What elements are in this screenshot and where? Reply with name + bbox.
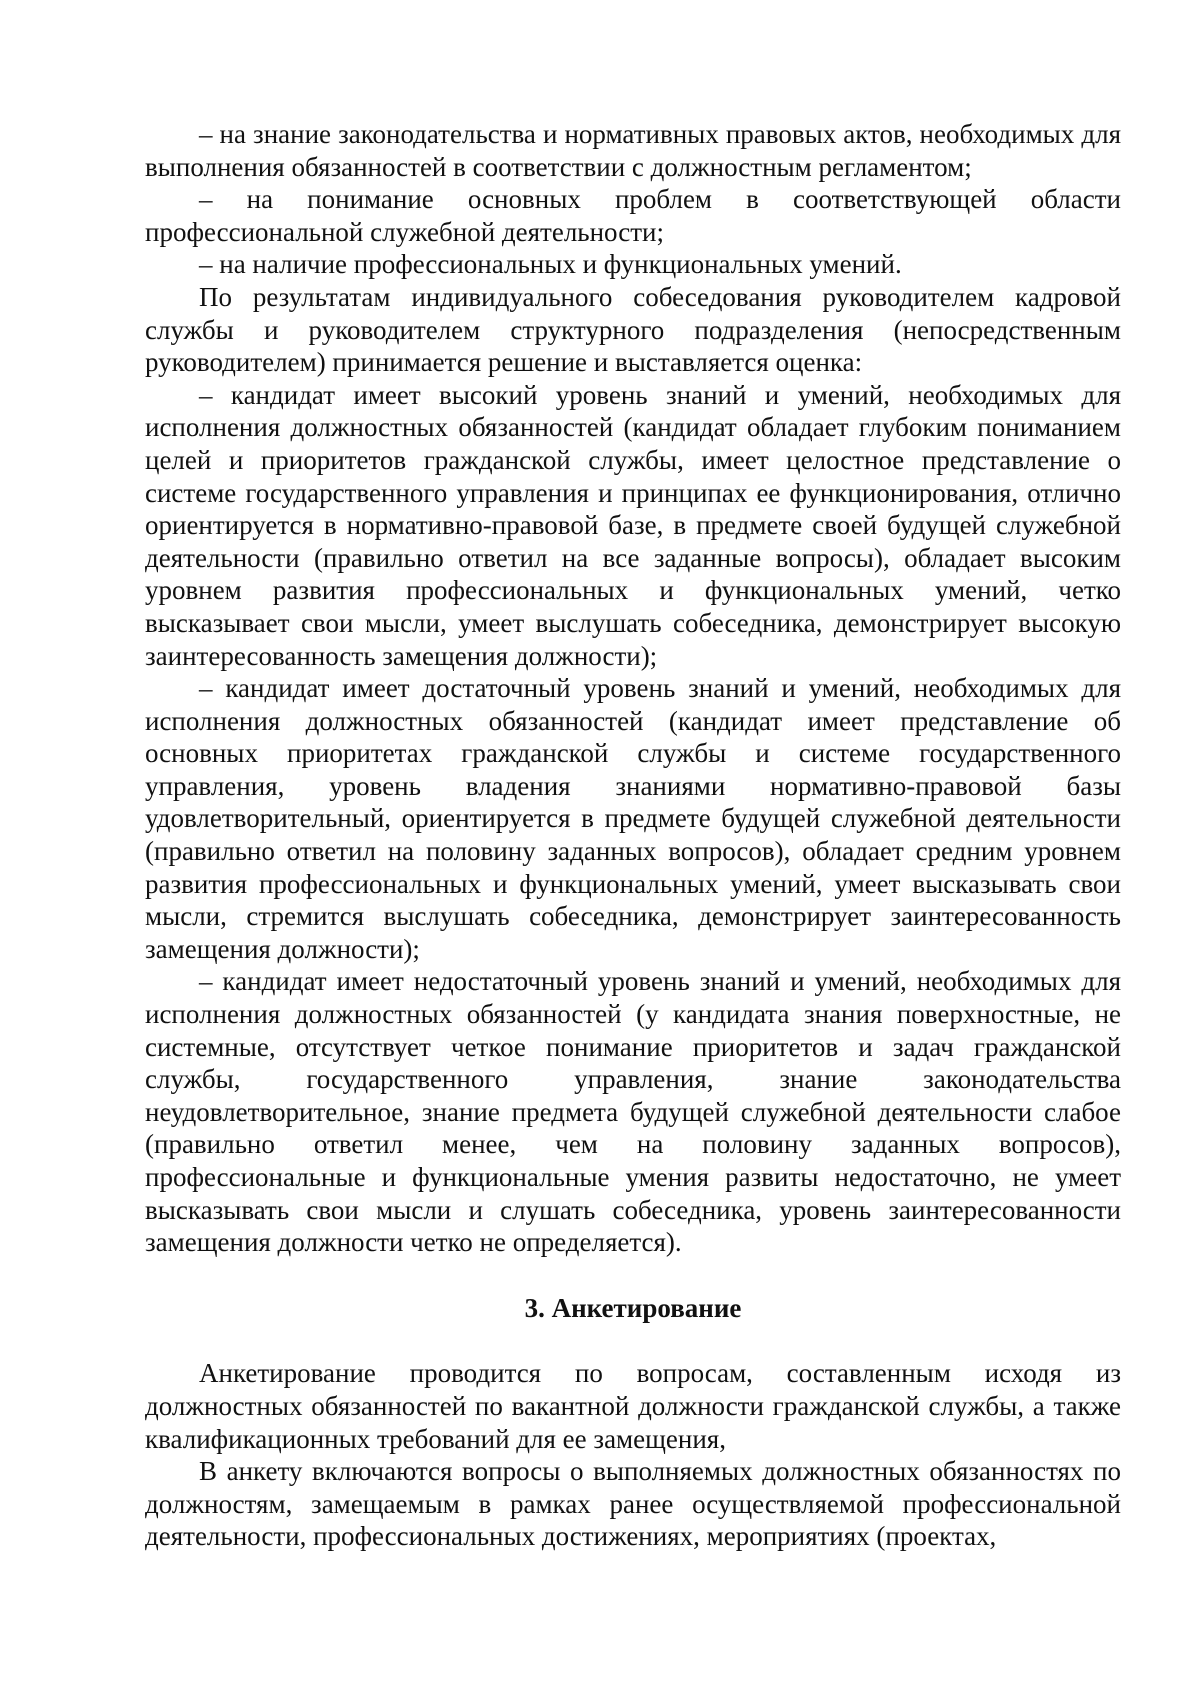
spacer	[145, 1259, 1121, 1292]
paragraph-high-level: – кандидат имеет высокий уровень знаний и умений, необходимых для исполнения должностных обязанностей (кандидат обладает глубоким пониманием целей и приоритетов гражданской службы, имеет целостное представление о системе государственного управления и принципах ее функционирования, отлично ориентируется в нормативно-правовой базе, в предмете своей будущей служебной деятельности (правильно ответил на все заданные вопросы), обладает высоким уровнем развития профессиональных и функциональных умений, четко высказывает свои мысли, умеет выслушать собеседника, демонстрирует высокую заинтересованность замещения должности);	[145, 379, 1121, 671]
document-body	[145, 118, 1121, 1553]
spacer	[145, 1324, 1121, 1357]
paragraph-interview-results: По результатам индивидуального собеседования руководителем кадровой службы и руководителем структурного подразделения (непосредственным руководителем) принимается решение и выставляется оценка:	[145, 281, 1121, 378]
section-heading: 3. Анкетирование	[524, 1292, 742, 1323]
paragraph-legislation-knowledge: – на знание законодательства и нормативных правовых актов, необходимых для выполнения обязанностей в соответствии с должностным регламентом;	[145, 119, 1121, 182]
paragraph-professional-skills: – на наличие профессиональных и функциональных умений.	[199, 249, 902, 280]
paragraph-problem-understanding: – на понимание основных проблем в соответствующей области профессиональной служебной деятельности;	[145, 184, 1121, 247]
paragraph-questionnaire-basis: Анкетирование проводится по вопросам, составленным исходя из должностных обязанностей по вакантной должности гражданской службы, а также квалификационных требований для ее замещения,	[145, 1358, 1121, 1454]
paragraph-insufficient-level: – кандидат имеет недостаточный уровень знаний и умений, необходимых для исполнения должностных обязанностей (у кандидата знания поверхностные, не системные, отсутствует четкое понимание приоритетов и задач гражданской службы, государственного управления, знание законодательства неудовлетворительное, знание предмета будущей служебной деятельности слабое (правильно ответил менее, чем на половину заданных вопросов), профессиональные и функциональные умения развиты недостаточно, не умеет высказывать свои мысли и слушать собеседника, уровень заинтересованности замещения должности четко не определяется).	[145, 966, 1121, 1258]
paragraph-questionnaire-contents: В анкету включаются вопросы о выполняемых должностных обязанностях по должностям, замещаемым в рамках ранее осуществляемой профессиональной деятельности, профессиональных достижениях, мероприятиях (проектах,	[145, 1456, 1121, 1552]
paragraph-sufficient-level: – кандидат имеет достаточный уровень знаний и умений, необходимых для исполнения должностных обязанностей (кандидат имеет представление об основных приоритетах гражданской службы и системе государственного управления, уровень владения знаниями нормативно-правовой базы удовлетворительный, ориентируется в предмете будущей служебной деятельности (правильно ответил на половину заданных вопросов), обладает средним уровнем развития профессиональных и функциональных умений, умеет высказывать свои мысли, стремится выслушать собеседника, демонстрирует заинтересованность замещения должности);	[145, 673, 1121, 964]
